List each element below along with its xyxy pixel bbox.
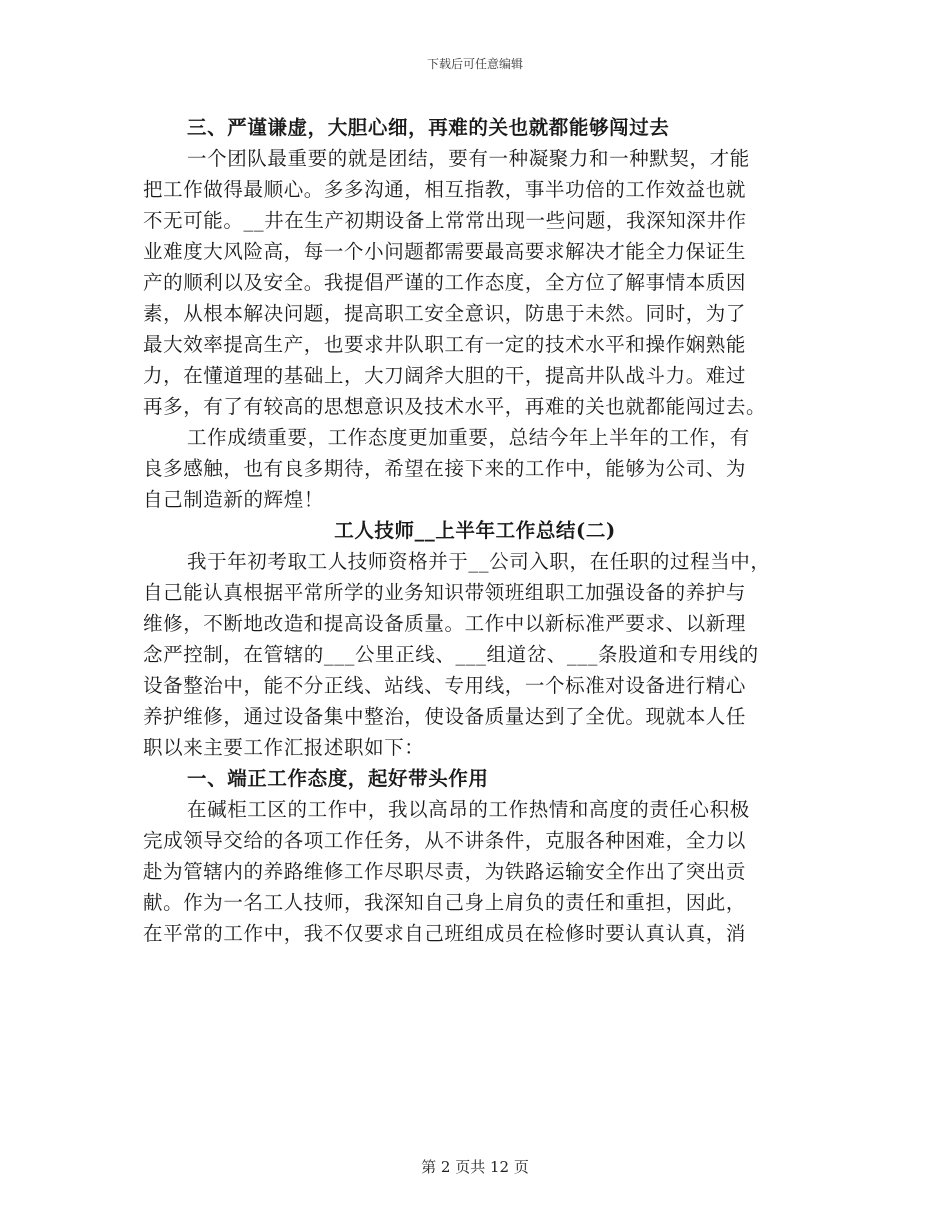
paragraph-line: 在碱柜工区的工作中，我以高昂的工作热情和高度的责任心积极 bbox=[187, 798, 750, 821]
paragraph-line: 献。作为一名工人技师，我深知自己身上肩负的责任和重担，因此， bbox=[143, 891, 747, 914]
paragraph-line: 我于年初考取工人技师资格并于__公司入职，在任职的过程当中， bbox=[187, 550, 771, 573]
paragraph-line: 素，从根本解决问题，提高职工安全意识，防患于未然。同时，为了 bbox=[143, 302, 747, 325]
paragraph-line: 把工作做得最顺心。多多沟通，相互指教，事半功倍的工作效益也就 bbox=[143, 178, 747, 201]
paragraph-line: 业难度大风险高，每一个小问题都需要最高要求解决才能全力保证生 bbox=[143, 240, 747, 263]
document-title: 工人技师__上半年工作总结(二) bbox=[334, 519, 616, 542]
paragraph-line: 再多，有了有较高的思想意识及技术水平，再难的关也就都能闯过去。 bbox=[143, 395, 767, 418]
page-header: 下载后可任意编辑 bbox=[426, 57, 523, 71]
paragraph-line: 在平常的工作中，我不仅要求自己班组成员在检修时要认真认真，消 bbox=[143, 922, 747, 945]
paragraph-line: 职以来主要工作汇报述职如下： bbox=[143, 736, 425, 759]
paragraph-line: 维修，不断地改造和提高设备质量。工作中以新标准严要求、以新理 bbox=[143, 612, 747, 635]
document-body bbox=[143, 112, 807, 949]
paragraph-line: 设备整治中，能不分正线、站线、专用线，一个标准对设备进行精心 bbox=[143, 674, 747, 697]
paragraph-line: 良多感触，也有良多期待，希望在接下来的工作中，能够为公司、为 bbox=[143, 457, 747, 480]
paragraph-line: 念严控制，在管辖的___公里正线、___组道岔、___条股道和专用线的 bbox=[143, 643, 759, 666]
paragraph-line: 赴为管辖内的养路维修工作尽职尽责，为铁路运输安全作出了突出贡 bbox=[143, 860, 747, 883]
section-heading: 一、端正工作态度，起好带头作用 bbox=[187, 767, 489, 790]
paragraph-line: 自己能认真根据平常所学的业务知识带领班组职工加强设备的养护与 bbox=[143, 581, 747, 604]
paragraph-line: 工作成绩重要，工作态度更加重要，总结今年上半年的工作，有 bbox=[187, 426, 750, 449]
paragraph-line: 完成领导交给的各项工作任务，从不讲条件，克服各种困难，全力以 bbox=[143, 829, 747, 852]
section-heading: 三、严谨谦虚，大胆心细，再难的关也就都能够闯过去 bbox=[187, 116, 670, 139]
page-number-footer: 第 2 页共 12 页 bbox=[421, 1158, 529, 1176]
paragraph-line: 养护维修，通过设备集中整治，使设备质量达到了全优。现就本人任 bbox=[143, 705, 747, 728]
paragraph-line: 力，在懂道理的基础上，大刀阔斧大胆的干，提高井队战斗力。难过 bbox=[143, 364, 747, 387]
paragraph-line: 自己制造新的辉煌！ bbox=[143, 488, 324, 511]
paragraph-line: 一个团队最重要的就是团结，要有一种凝聚力和一种默契，才能 bbox=[187, 147, 750, 170]
paragraph-line: 不无可能。__井在生产初期设备上常常出现一些问题，我深知深井作 bbox=[143, 209, 747, 232]
paragraph-line: 最大效率提高生产，也要求井队职工有一定的技术水平和操作娴熟能 bbox=[143, 333, 747, 356]
paragraph-line: 产的顺利以及安全。我提倡严谨的工作态度，全方位了解事情本质因 bbox=[143, 271, 747, 294]
